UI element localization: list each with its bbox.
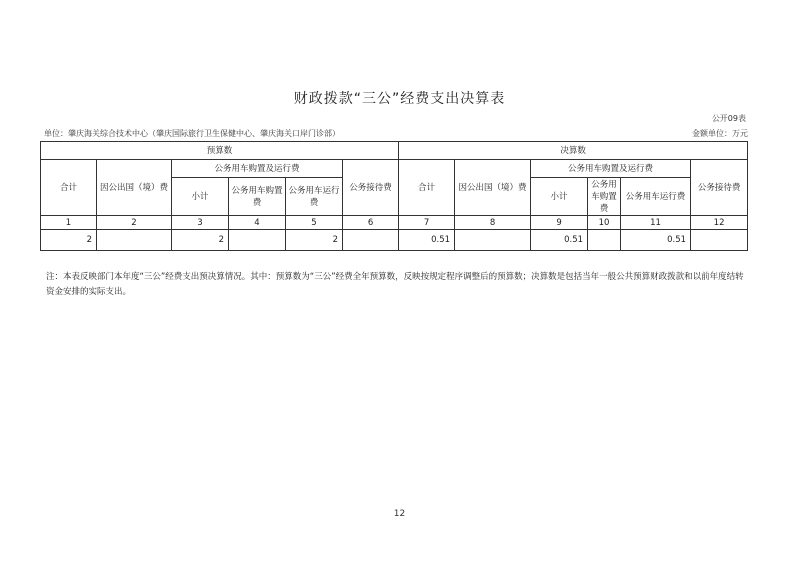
page-title: 财政拨款“三公”经费支出决算表 bbox=[293, 91, 506, 107]
header-budget-reception: 公务接待费 bbox=[343, 160, 399, 216]
table-row-values bbox=[41, 230, 748, 251]
value-cell: 2 bbox=[41, 230, 97, 251]
value-cell bbox=[455, 230, 531, 251]
amount-unit: 金额单位：万元 bbox=[692, 129, 748, 138]
three-public-expenses-table bbox=[40, 141, 748, 251]
index-cell: 11 bbox=[621, 216, 691, 230]
header-budget-total: 合计 bbox=[41, 160, 97, 216]
index-cell: 10 bbox=[588, 216, 621, 230]
index-cell: 2 bbox=[97, 216, 172, 230]
value-cell bbox=[229, 230, 286, 251]
header-budget-operation: 公务用车运行费 bbox=[286, 178, 343, 216]
value-cell: 0.51 bbox=[399, 230, 455, 251]
value-cell: 0.51 bbox=[531, 230, 588, 251]
header-row-group bbox=[41, 142, 748, 160]
header-final-abroad: 因公出国（境）费 bbox=[455, 160, 531, 216]
value-cell: 2 bbox=[172, 230, 229, 251]
index-cell: 5 bbox=[286, 216, 343, 230]
header-final-total: 合计 bbox=[399, 160, 455, 216]
index-cell: 4 bbox=[229, 216, 286, 230]
value-cell bbox=[343, 230, 399, 251]
header-final-purchase: 公务用车购置费 bbox=[588, 178, 621, 216]
header-final-vehicle: 公务用车购置及运行费 bbox=[531, 160, 691, 178]
header-final-reception: 公务接待费 bbox=[691, 160, 748, 216]
index-cell: 7 bbox=[399, 216, 455, 230]
header-final-operation: 公务用车运行费 bbox=[621, 178, 691, 216]
reporting-unit: 单位：肇庆海关综合技术中心（肇庆国际旅行卫生保健中心、肇庆海关口岸门诊部） bbox=[44, 129, 340, 138]
value-cell bbox=[588, 230, 621, 251]
header-row-sub bbox=[41, 160, 748, 178]
page-number: 12 bbox=[393, 509, 406, 519]
value-cell bbox=[691, 230, 748, 251]
value-cell: 0.51 bbox=[621, 230, 691, 251]
form-number: 公开09表 bbox=[711, 114, 746, 123]
index-cell: 6 bbox=[343, 216, 399, 230]
header-budget-abroad: 因公出国（境）费 bbox=[97, 160, 172, 216]
table-row-index bbox=[41, 216, 748, 230]
index-cell: 8 bbox=[455, 216, 531, 230]
table-note: 注：本表反映部门本年度“三公”经费支出预决算情况。其中：预算数为“三公”经费全年预算数，反映按规定程序调整后的预算数；决算数是包括当年一般公共预算财政拨款和以前年度结转资金安排的实际支出。 bbox=[46, 272, 744, 297]
header-final: 决算数 bbox=[399, 142, 748, 160]
value-cell bbox=[97, 230, 172, 251]
header-budget-vehicle: 公务用车购置及运行费 bbox=[172, 160, 343, 178]
index-cell: 3 bbox=[172, 216, 229, 230]
index-cell: 9 bbox=[531, 216, 588, 230]
value-cell: 2 bbox=[286, 230, 343, 251]
header-final-subtotal: 小计 bbox=[531, 178, 588, 216]
header-budget-subtotal: 小计 bbox=[172, 178, 229, 216]
header-budget-purchase: 公务用车购置费 bbox=[229, 178, 286, 216]
index-cell: 12 bbox=[691, 216, 748, 230]
index-cell: 1 bbox=[41, 216, 97, 230]
header-budget: 预算数 bbox=[41, 142, 399, 160]
